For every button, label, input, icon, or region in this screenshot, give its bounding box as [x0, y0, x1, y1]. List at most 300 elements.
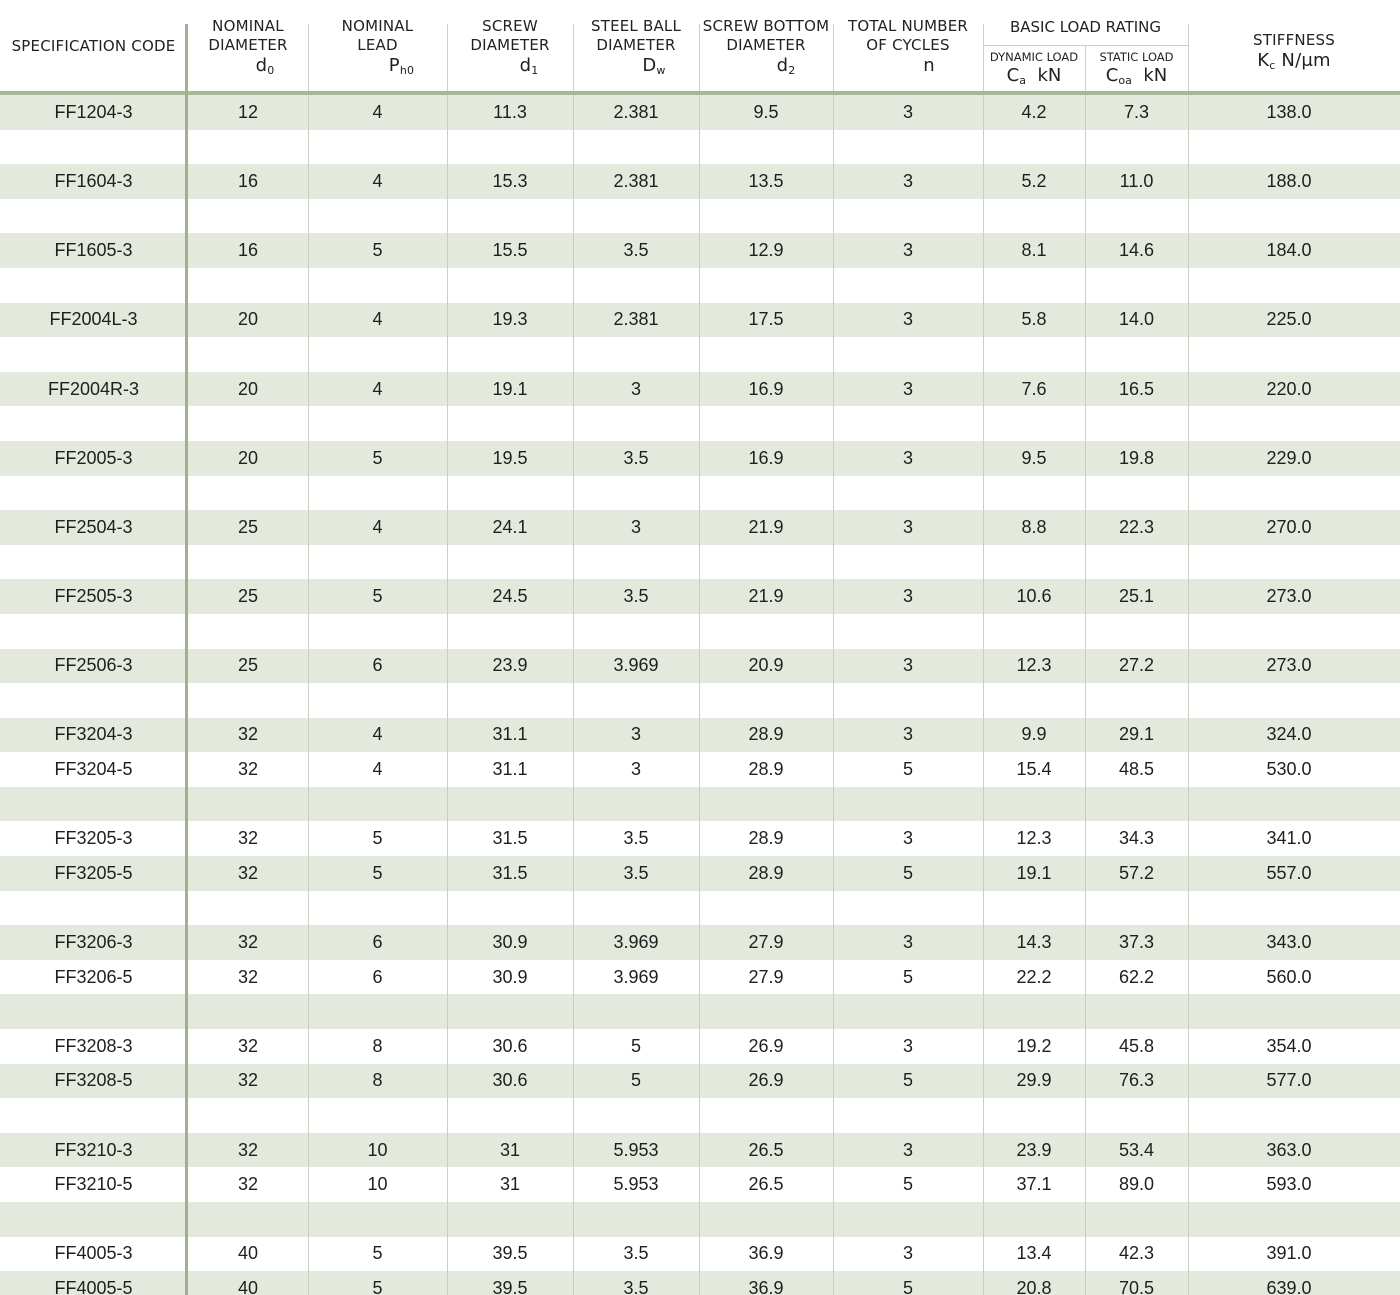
- cell-spec-code: FF3208-3: [54, 1035, 133, 1056]
- cell-total-cycles: 3: [902, 1139, 913, 1160]
- cell-nominal-diameter: 16: [237, 170, 259, 191]
- cell-spec-code: FF3206-3: [54, 932, 133, 953]
- table-row: [0, 718, 1400, 753]
- cell-screw-diameter: 31.5: [492, 828, 528, 849]
- header-basic-load-rating: BASIC LOAD RATING: [1009, 18, 1162, 36]
- cell-total-cycles: 3: [902, 932, 913, 953]
- cell-screw-bottom-diameter: 26.5: [748, 1139, 784, 1160]
- table-spacer-row: [0, 994, 1400, 1029]
- cell-nominal-lead: 6: [372, 932, 383, 953]
- cell-static-load: 22.3: [1118, 516, 1155, 537]
- cell-screw-bottom-diameter: 9.5: [753, 101, 779, 122]
- cell-nominal-lead: 5: [372, 447, 383, 468]
- cell-nominal-lead: 6: [372, 966, 383, 987]
- cell-screw-bottom-diameter: 20.9: [748, 655, 784, 676]
- cell-dynamic-load: 10.6: [1016, 586, 1052, 607]
- cell-static-load: 27.2: [1118, 655, 1155, 676]
- table-body: [0, 95, 1400, 1295]
- cell-steel-ball-diameter: 3.969: [613, 966, 659, 987]
- header-steel-ball-diameter-line2: DIAMETER: [596, 35, 676, 54]
- cell-nominal-lead: 8: [372, 1070, 383, 1091]
- cell-nominal-diameter: 32: [237, 724, 259, 745]
- cell-total-cycles: 3: [902, 378, 913, 399]
- table-row: [0, 372, 1400, 407]
- cell-dynamic-load: 5.8: [1021, 309, 1047, 330]
- table-row: [0, 1167, 1400, 1202]
- cell-nominal-lead: 4: [372, 170, 383, 191]
- cell-screw-bottom-diameter: 27.9: [748, 932, 784, 953]
- cell-steel-ball-diameter: 3.969: [613, 932, 659, 953]
- cell-screw-diameter: 30.6: [492, 1035, 528, 1056]
- table-spacer-row: [0, 199, 1400, 234]
- cell-static-load: 42.3: [1118, 1243, 1155, 1264]
- cell-static-load: 53.4: [1118, 1139, 1155, 1160]
- cell-stiffness: 273.0: [1266, 655, 1312, 676]
- cell-spec-code: FF3204-5: [54, 759, 133, 780]
- cell-stiffness: 225.0: [1266, 309, 1312, 330]
- cell-steel-ball-diameter: 5.953: [613, 1174, 659, 1195]
- header-dynamic-load-label: DYNAMIC LOAD: [989, 50, 1079, 64]
- spec-code-column-rule: [185, 24, 188, 1295]
- cell-dynamic-load: 12.3: [1016, 828, 1052, 849]
- cell-static-load: 76.3: [1118, 1070, 1155, 1091]
- cell-screw-bottom-diameter: 26.9: [748, 1035, 784, 1056]
- cell-spec-code: FF2504-3: [54, 516, 133, 537]
- cell-static-load: 70.5: [1118, 1277, 1155, 1295]
- header-steel-ball-diameter: [573, 0, 699, 92]
- cell-dynamic-load: 12.3: [1016, 655, 1052, 676]
- cell-steel-ball-diameter: 3.5: [623, 586, 649, 607]
- header-divider: [1188, 24, 1189, 92]
- cell-stiffness: 560.0: [1266, 966, 1312, 987]
- cell-nominal-diameter: 25: [237, 586, 259, 607]
- header-divider: [573, 24, 574, 92]
- table-row: [0, 1064, 1400, 1099]
- cell-screw-bottom-diameter: 36.9: [748, 1243, 784, 1264]
- table-row: [0, 164, 1400, 199]
- header-divider: [1085, 46, 1086, 92]
- cell-dynamic-load: 19.1: [1016, 862, 1052, 883]
- cell-spec-code: FF3208-5: [54, 1070, 133, 1091]
- cell-static-load: 7.3: [1123, 101, 1150, 122]
- cell-dynamic-load: 7.6: [1021, 378, 1047, 399]
- cell-nominal-diameter: 16: [237, 240, 259, 261]
- cell-total-cycles: 5: [902, 966, 913, 987]
- table-header: [0, 0, 1400, 92]
- header-steel-ball-diameter-line1: STEEL BALL: [590, 16, 682, 35]
- header-static-load-label: STATIC LOAD: [1099, 50, 1174, 64]
- cell-screw-bottom-diameter: 26.5: [748, 1174, 784, 1195]
- cell-stiffness: 557.0: [1266, 862, 1312, 883]
- cell-screw-diameter: 19.5: [492, 447, 528, 468]
- cell-steel-ball-diameter: 3.5: [623, 1277, 649, 1295]
- column-divider: [983, 95, 984, 1295]
- cell-nominal-lead: 5: [372, 1277, 383, 1295]
- header-screw-bottom-diameter-line2: DIAMETER: [726, 35, 806, 54]
- cell-stiffness: 593.0: [1266, 1174, 1312, 1195]
- cell-screw-bottom-diameter: 21.9: [748, 586, 784, 607]
- cell-nominal-diameter: 32: [237, 966, 259, 987]
- cell-dynamic-load: 29.9: [1016, 1070, 1052, 1091]
- cell-screw-diameter: 23.9: [492, 655, 528, 676]
- cell-nominal-lead: 5: [372, 586, 383, 607]
- header-nominal-lead-line2: LEAD: [357, 35, 398, 54]
- table-row: [0, 233, 1400, 268]
- cell-screw-diameter: 11.3: [493, 101, 527, 122]
- header-divider: [699, 24, 700, 92]
- cell-total-cycles: 3: [902, 240, 913, 261]
- cell-dynamic-load: 20.8: [1016, 1277, 1052, 1295]
- cell-stiffness: 184.0: [1266, 240, 1312, 261]
- cell-steel-ball-diameter: 3: [630, 378, 641, 399]
- cell-static-load: 57.2: [1118, 862, 1155, 883]
- cell-total-cycles: 3: [902, 724, 913, 745]
- cell-nominal-lead: 4: [372, 759, 383, 780]
- cell-screw-diameter: 31: [499, 1139, 521, 1160]
- header-stiffness: [1188, 0, 1400, 92]
- cell-nominal-diameter: 20: [237, 447, 259, 468]
- cell-total-cycles: 5: [902, 1277, 913, 1295]
- cell-screw-diameter: 30.6: [492, 1070, 528, 1091]
- cell-total-cycles: 5: [902, 1174, 913, 1195]
- cell-total-cycles: 5: [902, 862, 913, 883]
- table-row: [0, 649, 1400, 684]
- column-divider: [573, 95, 574, 1295]
- cell-steel-ball-diameter: 3.5: [623, 447, 649, 468]
- header-screw-bottom-diameter-line1: SCREW BOTTOM: [702, 16, 830, 35]
- cell-spec-code: FF2505-3: [54, 586, 133, 607]
- cell-nominal-diameter: 25: [237, 655, 259, 676]
- cell-nominal-lead: 4: [372, 724, 383, 745]
- cell-stiffness: 363.0: [1266, 1139, 1312, 1160]
- cell-screw-bottom-diameter: 21.9: [748, 516, 784, 537]
- header-nominal-lead-symbol: $P_{h0}$: [388, 54, 415, 77]
- header-screw-bottom-diameter: [699, 0, 833, 92]
- cell-nominal-diameter: 20: [237, 378, 259, 399]
- cell-static-load: 16.5: [1118, 378, 1155, 399]
- cell-total-cycles: 3: [902, 447, 913, 468]
- cell-stiffness: 273.0: [1266, 586, 1312, 607]
- cell-dynamic-load: 15.4: [1016, 759, 1052, 780]
- cell-nominal-diameter: 12: [237, 101, 259, 122]
- header-stiffness-symbol: $K_c$ N/μm: [1257, 50, 1331, 72]
- cell-nominal-lead: 5: [372, 828, 383, 849]
- cell-spec-code: FF1204-3: [54, 101, 133, 122]
- cell-steel-ball-diameter: 2.381: [613, 170, 659, 191]
- cell-nominal-lead: 6: [372, 655, 383, 676]
- cell-nominal-diameter: 20: [237, 309, 259, 330]
- cell-nominal-lead: 4: [372, 516, 383, 537]
- cell-screw-diameter: 31.1: [492, 724, 528, 745]
- table-row: [0, 303, 1400, 338]
- cell-stiffness: 354.0: [1266, 1035, 1312, 1056]
- cell-stiffness: 188.0: [1266, 170, 1312, 191]
- cell-dynamic-load: 14.3: [1016, 932, 1052, 953]
- table-spacer-row: [0, 1098, 1400, 1133]
- cell-screw-diameter: 24.1: [492, 516, 528, 537]
- header-total-cycles: [833, 0, 983, 92]
- cell-static-load: 19.8: [1118, 447, 1155, 468]
- header-screw-bottom-diameter-symbol: $d_2$: [776, 54, 796, 77]
- cell-steel-ball-diameter: 3: [630, 516, 641, 537]
- column-divider: [308, 95, 309, 1295]
- header-screw-diameter: [447, 0, 573, 92]
- cell-spec-code: FF2004R-3: [47, 378, 140, 399]
- cell-total-cycles: 3: [902, 655, 913, 676]
- cell-nominal-lead: 4: [372, 309, 383, 330]
- cell-static-load: 25.1: [1118, 586, 1155, 607]
- cell-screw-bottom-diameter: 16.9: [748, 378, 784, 399]
- cell-steel-ball-diameter: 5: [630, 1070, 641, 1091]
- cell-steel-ball-diameter: 3.969: [613, 655, 659, 676]
- cell-static-load: 34.3: [1118, 828, 1155, 849]
- cell-screw-diameter: 31.1: [492, 759, 528, 780]
- header-static-load: [1085, 48, 1188, 90]
- cell-screw-bottom-diameter: 17.5: [748, 309, 784, 330]
- cell-total-cycles: 3: [902, 828, 913, 849]
- table-spacer-row: [0, 268, 1400, 303]
- cell-dynamic-load: 5.2: [1021, 170, 1047, 191]
- cell-nominal-lead: 10: [367, 1174, 388, 1195]
- cell-stiffness: 343.0: [1266, 932, 1312, 953]
- cell-nominal-lead: 5: [372, 240, 383, 261]
- cell-total-cycles: 5: [902, 1070, 913, 1091]
- cell-screw-diameter: 39.5: [492, 1243, 528, 1264]
- cell-dynamic-load: 8.8: [1021, 516, 1047, 537]
- cell-total-cycles: 3: [902, 170, 913, 191]
- cell-static-load: 48.5: [1118, 759, 1155, 780]
- cell-steel-ball-diameter: 3.5: [623, 240, 649, 261]
- table-row: [0, 510, 1400, 545]
- table-spacer-row: [0, 130, 1400, 165]
- cell-dynamic-load: 22.2: [1016, 966, 1052, 987]
- table-spacer-row: [0, 614, 1400, 649]
- cell-stiffness: 530.0: [1266, 759, 1312, 780]
- cell-screw-diameter: 15.3: [492, 170, 528, 191]
- header-dynamic-load-symbol: $C_a$ kN: [1006, 65, 1062, 87]
- cell-nominal-lead: 10: [367, 1139, 388, 1160]
- table-row: [0, 752, 1400, 787]
- cell-nominal-lead: 5: [372, 862, 383, 883]
- header-nominal-diameter-line1: NOMINAL: [212, 16, 284, 35]
- table-row: [0, 1271, 1400, 1295]
- table-spacer-row: [0, 891, 1400, 926]
- table-row: [0, 1133, 1400, 1168]
- header-dynamic-load: [983, 48, 1085, 90]
- cell-stiffness: 391.0: [1266, 1243, 1312, 1264]
- cell-screw-bottom-diameter: 28.9: [748, 759, 784, 780]
- table-spacer-row: [0, 406, 1400, 441]
- table-row: [0, 960, 1400, 995]
- cell-nominal-diameter: 40: [237, 1277, 259, 1295]
- cell-screw-diameter: 15.5: [492, 240, 528, 261]
- cell-screw-bottom-diameter: 36.9: [748, 1277, 784, 1295]
- table-spacer-row: [0, 787, 1400, 822]
- header-divider: [983, 24, 984, 92]
- cell-total-cycles: 3: [902, 101, 913, 122]
- cell-total-cycles: 3: [902, 516, 913, 537]
- cell-screw-diameter: 30.9: [492, 966, 528, 987]
- cell-spec-code: FF1604-3: [54, 170, 133, 191]
- header-nominal-diameter-line2: DIAMETER: [208, 35, 288, 54]
- cell-steel-ball-diameter: 2.381: [613, 309, 659, 330]
- cell-screw-bottom-diameter: 26.9: [748, 1070, 784, 1091]
- cell-stiffness: 229.0: [1266, 447, 1312, 468]
- cell-nominal-diameter: 32: [237, 828, 259, 849]
- column-divider: [833, 95, 834, 1295]
- header-nominal-lead-line1: NOMINAL: [341, 16, 414, 35]
- cell-dynamic-load: 4.2: [1021, 101, 1047, 122]
- cell-nominal-diameter: 32: [237, 1139, 259, 1160]
- cell-nominal-diameter: 32: [237, 1035, 259, 1056]
- header-total-cycles-line2: OF CYCLES: [866, 35, 950, 54]
- cell-stiffness: 324.0: [1266, 724, 1312, 745]
- cell-static-load: 11.0: [1119, 170, 1154, 191]
- cell-total-cycles: 3: [902, 1035, 913, 1056]
- table-spacer-row: [0, 337, 1400, 372]
- header-spec-code-label: SPECIFICATION CODE: [11, 36, 176, 55]
- cell-steel-ball-diameter: 5: [630, 1035, 641, 1056]
- cell-static-load: 14.0: [1118, 309, 1155, 330]
- table-spacer-row: [0, 1202, 1400, 1237]
- cell-nominal-diameter: 32: [237, 862, 259, 883]
- table-spacer-row: [0, 683, 1400, 718]
- header-divider: [447, 24, 448, 92]
- cell-spec-code: FF2004L-3: [49, 309, 138, 330]
- cell-spec-code: FF4005-3: [54, 1243, 133, 1264]
- cell-screw-diameter: 39.5: [492, 1277, 528, 1295]
- cell-total-cycles: 3: [902, 1243, 913, 1264]
- cell-steel-ball-diameter: 3: [630, 759, 641, 780]
- column-divider: [699, 95, 700, 1295]
- cell-stiffness: 220.0: [1266, 378, 1312, 399]
- cell-screw-bottom-diameter: 27.9: [748, 966, 784, 987]
- table-row: [0, 579, 1400, 614]
- table-spacer-row: [0, 476, 1400, 511]
- table-row: [0, 856, 1400, 891]
- cell-screw-diameter: 30.9: [492, 932, 528, 953]
- header-total-cycles-line1: TOTAL NUMBER: [847, 16, 969, 35]
- table-row: [0, 1029, 1400, 1064]
- cell-steel-ball-diameter: 2.381: [613, 101, 659, 122]
- cell-stiffness: 577.0: [1266, 1070, 1312, 1091]
- cell-spec-code: FF3204-3: [54, 724, 133, 745]
- table-row: [0, 95, 1400, 130]
- cell-spec-code: FF3205-5: [54, 862, 133, 883]
- cell-stiffness: 639.0: [1266, 1277, 1312, 1295]
- cell-static-load: 45.8: [1118, 1035, 1155, 1056]
- table-row: [0, 441, 1400, 476]
- cell-spec-code: FF4005-5: [54, 1277, 133, 1295]
- cell-spec-code: FF2005-3: [54, 447, 133, 468]
- cell-nominal-lead: 4: [372, 378, 383, 399]
- cell-stiffness: 341.0: [1266, 828, 1312, 849]
- cell-spec-code: FF3205-3: [54, 828, 133, 849]
- cell-nominal-diameter: 32: [237, 759, 259, 780]
- cell-screw-diameter: 24.5: [492, 586, 528, 607]
- table-row: [0, 925, 1400, 960]
- table-row: [0, 1237, 1400, 1272]
- header-stiffness-line1: STIFFNESS: [1253, 31, 1335, 49]
- column-divider: [447, 95, 448, 1295]
- header-screw-diameter-line1: SCREW: [482, 16, 538, 35]
- cell-spec-code: FF2506-3: [54, 655, 133, 676]
- cell-nominal-lead: 8: [372, 1035, 383, 1056]
- cell-dynamic-load: 37.1: [1016, 1174, 1052, 1195]
- cell-static-load: 37.3: [1118, 932, 1155, 953]
- cell-spec-code: FF3206-5: [54, 966, 133, 987]
- cell-screw-bottom-diameter: 13.5: [748, 170, 784, 191]
- header-screw-diameter-line2: DIAMETER: [470, 35, 550, 54]
- cell-steel-ball-diameter: 3.5: [623, 1243, 649, 1264]
- cell-static-load: 62.2: [1118, 966, 1155, 987]
- header-nominal-lead: [308, 0, 447, 92]
- cell-screw-bottom-diameter: 16.9: [748, 447, 784, 468]
- cell-dynamic-load: 9.5: [1021, 447, 1047, 468]
- cell-static-load: 89.0: [1118, 1174, 1155, 1195]
- cell-steel-ball-diameter: 3.5: [623, 828, 649, 849]
- header-nominal-diameter-symbol: $d_0$: [255, 54, 275, 77]
- table-spacer-row: [0, 545, 1400, 580]
- cell-nominal-diameter: 32: [237, 932, 259, 953]
- header-nominal-diameter: [188, 0, 308, 92]
- cell-stiffness: 138.0: [1266, 101, 1312, 122]
- cell-nominal-diameter: 40: [237, 1243, 259, 1264]
- cell-nominal-diameter: 32: [237, 1070, 259, 1091]
- cell-dynamic-load: 23.9: [1016, 1139, 1052, 1160]
- header-divider: [308, 24, 309, 92]
- cell-total-cycles: 3: [902, 586, 913, 607]
- cell-screw-bottom-diameter: 12.9: [748, 240, 784, 261]
- cell-dynamic-load: 8.1: [1021, 240, 1047, 261]
- cell-spec-code: FF3210-3: [54, 1139, 133, 1160]
- cell-total-cycles: 3: [902, 309, 913, 330]
- cell-nominal-lead: 4: [372, 101, 383, 122]
- cell-dynamic-load: 13.4: [1016, 1243, 1052, 1264]
- header-screw-diameter-symbol: $d_1$: [519, 54, 539, 77]
- cell-nominal-diameter: 32: [237, 1174, 259, 1195]
- cell-spec-code: FF3210-5: [54, 1174, 133, 1195]
- header-static-load-symbol: $C_{oa}$ kN: [1105, 65, 1168, 87]
- cell-total-cycles: 5: [902, 759, 913, 780]
- cell-steel-ball-diameter: 3: [630, 724, 641, 745]
- cell-dynamic-load: 19.2: [1016, 1035, 1052, 1056]
- header-divider: [833, 24, 834, 92]
- cell-screw-bottom-diameter: 28.9: [748, 828, 784, 849]
- cell-screw-diameter: 31: [499, 1174, 521, 1195]
- cell-nominal-lead: 5: [372, 1243, 383, 1264]
- column-divider: [1085, 95, 1086, 1295]
- cell-screw-bottom-diameter: 28.9: [748, 862, 784, 883]
- header-spec-code: [0, 0, 187, 92]
- header-total-cycles-symbol: n: [923, 54, 935, 76]
- cell-steel-ball-diameter: 3.5: [623, 862, 649, 883]
- cell-screw-diameter: 19.1: [492, 378, 528, 399]
- cell-screw-bottom-diameter: 28.9: [748, 724, 784, 745]
- table-row: [0, 821, 1400, 856]
- cell-nominal-diameter: 25: [237, 516, 259, 537]
- cell-screw-diameter: 19.3: [492, 309, 528, 330]
- cell-dynamic-load: 9.9: [1021, 724, 1047, 745]
- column-divider: [1188, 95, 1189, 1295]
- cell-steel-ball-diameter: 5.953: [613, 1139, 659, 1160]
- cell-screw-diameter: 31.5: [492, 862, 528, 883]
- cell-stiffness: 270.0: [1266, 516, 1312, 537]
- cell-spec-code: FF1605-3: [54, 240, 133, 261]
- cell-static-load: 14.6: [1118, 240, 1155, 261]
- header-steel-ball-diameter-symbol: $D_w$: [642, 54, 666, 77]
- cell-static-load: 29.1: [1118, 724, 1155, 745]
